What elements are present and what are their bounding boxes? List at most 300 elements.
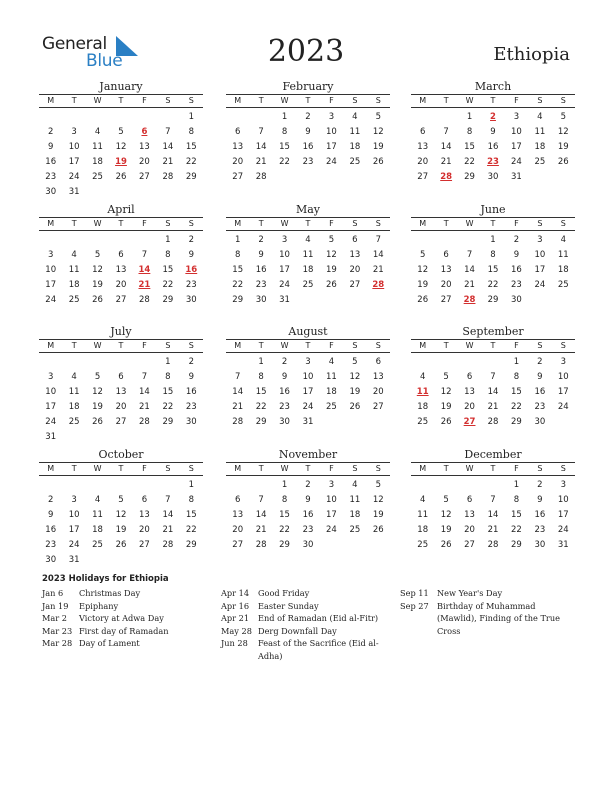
- weekday-label: W: [465, 219, 474, 228]
- empty-day-cell: [133, 553, 156, 568]
- day-cell: 28: [139, 295, 150, 305]
- empty-day-cell: [320, 415, 343, 430]
- weekday-label: M: [419, 96, 427, 105]
- day-cell: 20: [139, 157, 150, 167]
- weekday-label: S: [352, 96, 358, 105]
- day-cell: 6: [375, 357, 381, 367]
- month-december: [411, 448, 575, 553]
- weekday-header: [39, 462, 203, 476]
- day-cell: 29: [185, 540, 197, 550]
- month-october: [39, 448, 203, 568]
- day-cell: 3: [560, 480, 566, 490]
- day-cell: 4: [94, 127, 101, 137]
- day-cell: 8: [165, 250, 171, 260]
- day-cell: 5: [94, 250, 101, 260]
- day-cell: 1: [513, 480, 520, 490]
- empty-day-cell: [86, 478, 109, 493]
- day-cell: 22: [185, 157, 197, 167]
- day-cell: 30: [45, 555, 57, 565]
- day-cell: 3: [328, 480, 335, 490]
- day-cell: 25: [68, 295, 80, 305]
- day-cell: 7: [141, 250, 148, 260]
- day-cell: 21: [162, 525, 174, 535]
- day-cell: 7: [165, 495, 171, 505]
- empty-day-cell: [180, 430, 203, 445]
- day-cell: 19: [326, 265, 337, 275]
- holidays-column: [42, 587, 212, 650]
- day-cell: 30: [534, 417, 546, 427]
- empty-day-cell: [367, 293, 390, 308]
- weekday-label: F: [142, 96, 147, 105]
- empty-day-cell: [552, 293, 575, 308]
- day-cell: 16: [534, 387, 546, 397]
- day-cell: 26: [326, 280, 337, 290]
- weekday-label: M: [47, 219, 55, 228]
- empty-day-cell: [109, 478, 132, 493]
- day-cell: 9: [48, 510, 54, 520]
- day-cell: 22: [464, 157, 475, 167]
- holiday-entry: [221, 587, 391, 600]
- day-cell: 13: [372, 372, 384, 382]
- day-cell: 14: [487, 510, 499, 520]
- empty-day-cell: [411, 110, 434, 125]
- day-cell: 29: [162, 295, 174, 305]
- holiday-day-cell: 16: [185, 265, 198, 275]
- country-name: Ethiopia: [493, 44, 570, 65]
- empty-day-cell: [86, 355, 109, 370]
- day-cell: 12: [326, 250, 337, 260]
- weekday-label: S: [165, 219, 171, 228]
- empty-day-cell: [62, 430, 85, 445]
- day-cell: 2: [305, 480, 311, 490]
- weekday-label: F: [514, 464, 519, 473]
- day-cell: 5: [118, 495, 124, 505]
- empty-day-cell: [434, 478, 457, 493]
- holiday-name: Good Friday: [258, 588, 310, 598]
- day-cell: 31: [279, 295, 290, 305]
- day-cell: 30: [255, 295, 267, 305]
- day-cell: 25: [92, 540, 103, 550]
- day-cell: 2: [188, 357, 194, 367]
- day-cell: 28: [487, 417, 499, 427]
- weekday-header: [39, 339, 203, 353]
- empty-day-cell: [320, 538, 343, 553]
- day-cell: 30: [534, 540, 546, 550]
- holiday-date: Sep 11: [400, 588, 429, 598]
- weekday-label: T: [490, 464, 496, 473]
- day-cell: 14: [139, 387, 150, 397]
- month-november: [226, 448, 390, 553]
- empty-day-cell: [367, 170, 390, 185]
- day-cell: 17: [511, 142, 522, 152]
- weekday-header: [226, 217, 390, 231]
- day-cell: 7: [490, 495, 496, 505]
- day-cell: 25: [417, 417, 429, 427]
- day-cell: 18: [417, 525, 429, 535]
- day-cell: 12: [557, 127, 569, 137]
- weekday-label: T: [305, 96, 311, 105]
- empty-day-cell: [320, 293, 343, 308]
- empty-day-cell: [552, 170, 575, 185]
- empty-day-cell: [39, 233, 62, 248]
- day-cell: 24: [557, 525, 569, 535]
- day-cell: 13: [464, 510, 475, 520]
- day-cell: 16: [185, 387, 197, 397]
- empty-day-cell: [156, 185, 179, 200]
- weekday-header: [39, 217, 203, 231]
- weekday-label: T: [443, 96, 449, 105]
- day-cell: 28: [162, 540, 174, 550]
- day-cell: 27: [440, 295, 452, 305]
- day-cell: 20: [139, 525, 150, 535]
- day-cell: 30: [511, 295, 522, 305]
- day-cell: 26: [115, 172, 127, 182]
- empty-day-cell: [109, 110, 132, 125]
- empty-day-cell: [458, 478, 481, 493]
- holiday-entry: [221, 600, 391, 613]
- day-cell: 24: [45, 295, 57, 305]
- day-cell: 5: [375, 112, 381, 122]
- month-name: October: [98, 448, 144, 461]
- day-cell: 15: [279, 142, 290, 152]
- weekday-header: [226, 462, 390, 476]
- holiday-date: Apr 16: [221, 600, 250, 611]
- day-cell: 17: [68, 157, 80, 167]
- day-cell: 21: [464, 280, 475, 290]
- day-cell: 24: [279, 280, 290, 290]
- day-cell: 1: [258, 357, 264, 367]
- empty-day-cell: [343, 170, 366, 185]
- day-cell: 19: [557, 142, 569, 152]
- day-cell: 31: [68, 187, 80, 197]
- weekday-label: T: [490, 96, 496, 105]
- day-cell: 20: [372, 387, 384, 397]
- day-cell: 27: [139, 172, 150, 182]
- day-cell: 22: [255, 402, 267, 412]
- weekday-label: T: [443, 219, 449, 228]
- day-cell: 14: [232, 387, 244, 397]
- day-cell: 30: [185, 417, 197, 427]
- weekday-label: M: [234, 219, 242, 228]
- holiday-entry: [42, 625, 212, 638]
- month-name: April: [107, 203, 135, 216]
- day-cell: 18: [68, 402, 80, 412]
- holiday-date: Jun 28: [221, 638, 248, 648]
- weekday-label: S: [375, 96, 381, 105]
- day-cell: 5: [443, 495, 449, 505]
- day-cell: 31: [68, 555, 80, 565]
- day-grid: [39, 110, 203, 200]
- empty-day-cell: [367, 415, 390, 430]
- day-cell: 10: [279, 250, 290, 260]
- empty-day-cell: [226, 110, 249, 125]
- day-grid: [411, 355, 575, 430]
- day-cell: 1: [165, 357, 171, 367]
- weekday-label: T: [258, 341, 264, 350]
- day-cell: 26: [417, 295, 429, 305]
- holiday-day-cell: 19: [115, 157, 127, 167]
- day-cell: 1: [466, 112, 473, 122]
- month-name: September: [462, 325, 524, 338]
- day-cell: 9: [258, 250, 264, 260]
- day-cell: 3: [537, 235, 543, 245]
- logo-text-general: General: [42, 34, 107, 54]
- weekday-label: W: [465, 96, 474, 105]
- day-cell: 7: [141, 372, 148, 382]
- day-cell: 21: [255, 157, 267, 167]
- day-cell: 28: [139, 417, 150, 427]
- day-cell: 20: [464, 402, 475, 412]
- holiday-entry: [42, 587, 212, 600]
- holiday-name: First day of Ramadan: [79, 625, 169, 636]
- day-cell: 23: [534, 402, 546, 412]
- day-cell: 6: [443, 250, 449, 260]
- day-cell: 7: [258, 495, 264, 505]
- day-cell: 29: [487, 295, 499, 305]
- holiday-name: Christmas Day: [79, 588, 141, 598]
- day-cell: 30: [279, 417, 290, 427]
- weekday-label: W: [465, 341, 474, 350]
- weekday-label: W: [93, 96, 102, 105]
- day-cell: 8: [188, 495, 194, 505]
- day-cell: 11: [68, 265, 80, 275]
- weekday-label: W: [465, 464, 474, 473]
- day-cell: 23: [302, 157, 314, 167]
- empty-day-cell: [86, 430, 109, 445]
- holiday-date: Apr 21: [221, 613, 250, 623]
- weekday-label: T: [118, 341, 124, 350]
- day-cell: 3: [560, 357, 566, 367]
- weekday-label: S: [537, 341, 543, 350]
- weekday-label: T: [71, 96, 77, 105]
- month-name: March: [474, 80, 512, 93]
- day-cell: 19: [372, 510, 384, 520]
- day-cell: 8: [188, 127, 194, 137]
- day-cell: 27: [464, 540, 475, 550]
- day-grid: [226, 233, 390, 308]
- day-cell: 20: [232, 157, 244, 167]
- day-cell: 9: [188, 250, 194, 260]
- logo-text-blue: Blue: [86, 51, 123, 71]
- weekday-label: F: [142, 341, 147, 350]
- day-cell: 24: [326, 157, 337, 167]
- day-cell: 19: [440, 402, 452, 412]
- day-cell: 23: [45, 540, 57, 550]
- empty-day-cell: [528, 170, 551, 185]
- holiday-date: May 28: [221, 625, 252, 636]
- holiday-name: Derg Downfall Day: [258, 625, 337, 636]
- holidays-title: 2023 Holidays for Ethiopia: [42, 574, 169, 584]
- day-cell: 7: [375, 235, 381, 245]
- weekday-label: F: [329, 96, 334, 105]
- day-cell: 4: [537, 112, 543, 122]
- weekday-label: S: [375, 219, 381, 228]
- weekday-label: W: [280, 464, 289, 473]
- weekday-label: S: [537, 219, 543, 228]
- weekday-label: W: [93, 341, 102, 350]
- day-cell: 17: [68, 525, 80, 535]
- day-cell: 23: [185, 402, 197, 412]
- day-cell: 20: [440, 280, 452, 290]
- day-cell: 19: [349, 387, 361, 397]
- day-cell: 22: [487, 280, 499, 290]
- day-cell: 6: [352, 235, 358, 245]
- day-cell: 2: [48, 127, 54, 137]
- day-cell: 2: [188, 235, 194, 245]
- day-grid: [39, 233, 203, 308]
- weekday-label: S: [352, 219, 358, 228]
- day-cell: 26: [349, 402, 361, 412]
- day-cell: 18: [68, 280, 80, 290]
- day-cell: 19: [417, 280, 429, 290]
- weekday-label: S: [165, 341, 171, 350]
- day-cell: 18: [326, 387, 337, 397]
- day-cell: 26: [372, 525, 384, 535]
- day-cell: 2: [537, 357, 543, 367]
- weekday-label: T: [305, 341, 311, 350]
- day-cell: 4: [352, 480, 358, 490]
- day-cell: 1: [165, 235, 171, 245]
- day-cell: 25: [557, 280, 569, 290]
- day-cell: 1: [281, 480, 288, 490]
- holiday-day-cell: 28: [440, 172, 453, 182]
- day-cell: 2: [305, 112, 311, 122]
- month-september: [411, 325, 575, 430]
- day-cell: 12: [417, 265, 429, 275]
- weekday-label: M: [234, 341, 242, 350]
- month-may: [226, 203, 390, 308]
- day-cell: 23: [534, 525, 546, 535]
- day-cell: 25: [417, 540, 429, 550]
- day-cell: 4: [71, 250, 77, 260]
- day-cell: 29: [511, 417, 522, 427]
- empty-day-cell: [481, 478, 504, 493]
- day-cell: 14: [255, 142, 267, 152]
- empty-day-cell: [249, 110, 272, 125]
- empty-day-cell: [109, 553, 132, 568]
- weekday-label: F: [142, 219, 147, 228]
- day-cell: 12: [349, 372, 361, 382]
- month-august: [226, 325, 390, 430]
- day-cell: 10: [557, 495, 569, 505]
- weekday-label: M: [234, 96, 242, 105]
- day-cell: 21: [255, 525, 267, 535]
- day-cell: 9: [537, 372, 543, 382]
- empty-day-cell: [133, 233, 156, 248]
- month-name: July: [110, 325, 132, 338]
- weekday-header: [411, 94, 575, 108]
- weekday-header: [411, 462, 575, 476]
- weekday-label: S: [537, 464, 543, 473]
- month-name: August: [288, 325, 328, 338]
- weekday-label: T: [118, 464, 124, 473]
- day-cell: 15: [464, 142, 475, 152]
- holiday-entry: [42, 637, 212, 650]
- day-cell: 22: [279, 525, 290, 535]
- day-cell: 27: [139, 540, 150, 550]
- empty-day-cell: [109, 233, 132, 248]
- weekday-label: W: [280, 219, 289, 228]
- day-cell: 17: [45, 402, 57, 412]
- day-cell: 12: [440, 387, 452, 397]
- day-cell: 12: [440, 510, 452, 520]
- holiday-name: Feast of the Sacrifice (Eid al-Adha): [258, 638, 379, 661]
- day-cell: 29: [511, 540, 522, 550]
- day-cell: 3: [71, 495, 77, 505]
- day-cell: 9: [281, 372, 288, 382]
- day-cell: 20: [417, 157, 429, 167]
- day-cell: 6: [466, 495, 473, 505]
- holiday-date: Mar 28: [42, 638, 73, 648]
- weekday-label: S: [352, 464, 358, 473]
- day-cell: 11: [349, 495, 361, 505]
- weekday-label: F: [142, 464, 147, 473]
- day-cell: 13: [115, 265, 127, 275]
- holiday-day-cell: 2: [490, 112, 496, 122]
- day-cell: 1: [188, 480, 194, 490]
- day-cell: 26: [92, 417, 103, 427]
- day-cell: 11: [68, 387, 80, 397]
- empty-day-cell: [156, 430, 179, 445]
- day-cell: 11: [557, 250, 569, 260]
- day-cell: 3: [48, 250, 54, 260]
- day-cell: 6: [466, 372, 473, 382]
- day-cell: 18: [349, 510, 361, 520]
- day-cell: 29: [464, 172, 475, 182]
- day-cell: 12: [115, 510, 127, 520]
- empty-day-cell: [249, 478, 272, 493]
- day-cell: 14: [372, 250, 384, 260]
- day-cell: 7: [466, 250, 473, 260]
- day-cell: 26: [440, 540, 452, 550]
- day-cell: 4: [94, 495, 101, 505]
- day-cell: 31: [557, 540, 569, 550]
- empty-day-cell: [458, 233, 481, 248]
- day-cell: 21: [232, 402, 244, 412]
- day-cell: 18: [92, 525, 103, 535]
- day-cell: 10: [302, 372, 314, 382]
- weekday-label: F: [329, 341, 334, 350]
- weekday-label: W: [280, 341, 289, 350]
- weekday-label: F: [514, 341, 519, 350]
- month-february: [226, 80, 390, 185]
- day-cell: 24: [68, 540, 80, 550]
- day-cell: 9: [48, 142, 54, 152]
- weekday-label: W: [93, 464, 102, 473]
- day-cell: 8: [235, 250, 241, 260]
- day-cell: 23: [45, 172, 57, 182]
- day-cell: 2: [537, 480, 543, 490]
- weekday-label: S: [560, 219, 566, 228]
- day-cell: 20: [232, 525, 244, 535]
- day-cell: 11: [92, 142, 103, 152]
- day-cell: 17: [326, 142, 337, 152]
- day-grid: [411, 110, 575, 185]
- day-cell: 24: [302, 402, 314, 412]
- day-cell: 4: [420, 372, 426, 382]
- day-cell: 2: [513, 235, 520, 245]
- weekday-label: T: [258, 219, 264, 228]
- day-cell: 31: [45, 432, 57, 442]
- weekday-label: M: [234, 464, 242, 473]
- day-cell: 26: [92, 295, 103, 305]
- month-july: [39, 325, 203, 445]
- day-cell: 31: [511, 172, 522, 182]
- day-cell: 19: [372, 142, 384, 152]
- holiday-day-cell: 21: [138, 280, 151, 290]
- day-cell: 3: [71, 127, 77, 137]
- holidays-column: [221, 587, 391, 662]
